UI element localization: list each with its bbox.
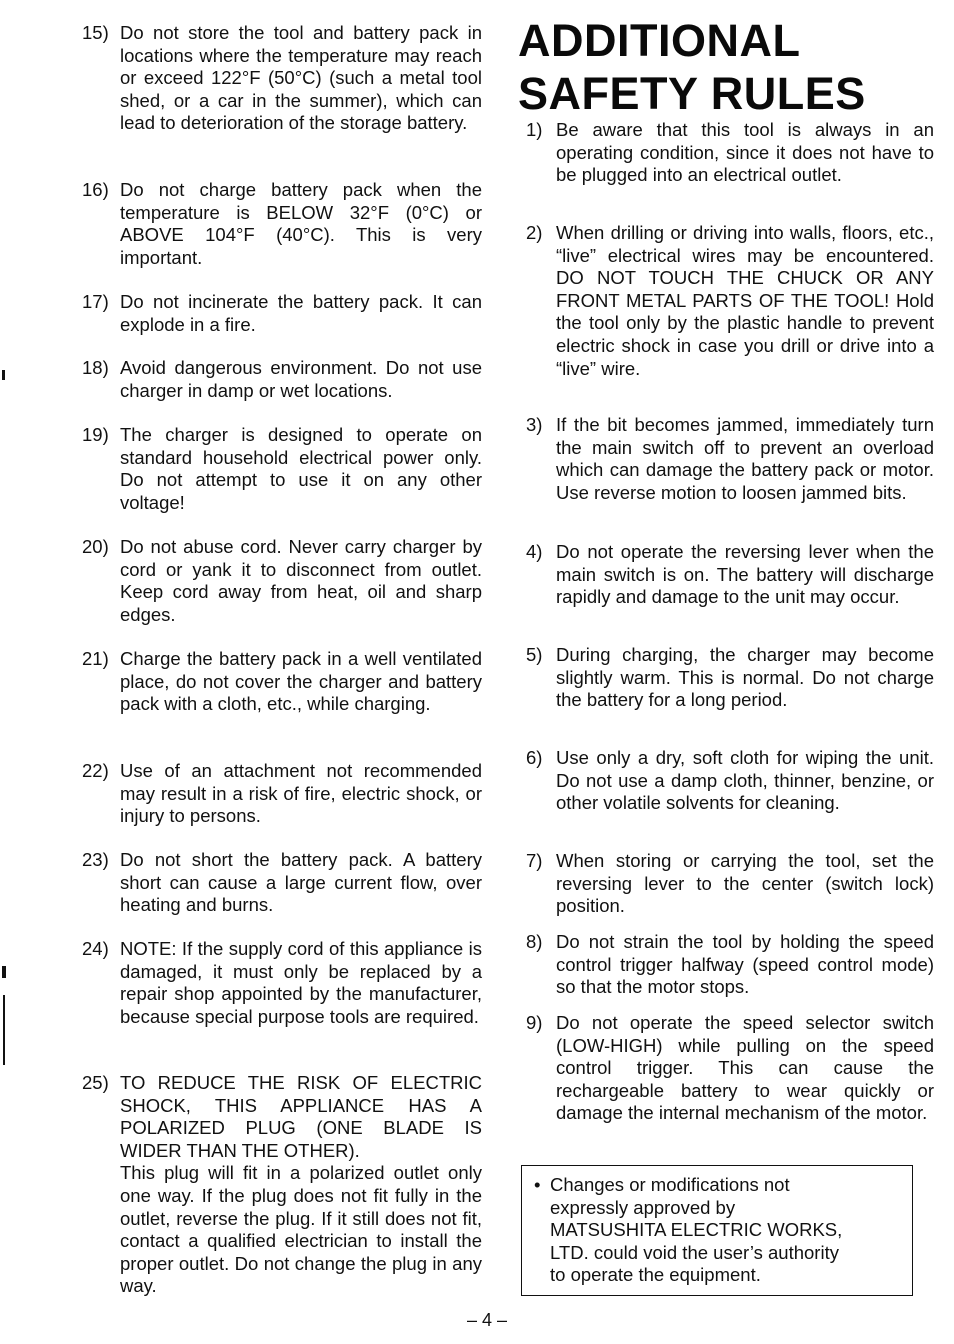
section-title: ADDITIONAL SAFETY RULES	[518, 15, 866, 119]
rule-number: 17)	[82, 291, 109, 312]
rule-15	[82, 22, 482, 135]
rule-20	[82, 536, 482, 626]
additional-rule-3	[526, 414, 934, 504]
page-number: – 4 –	[467, 1310, 508, 1330]
rule-text: The charger is designed to operate on standard household electrical power only. Do not attempt to use it on any other voltage!	[120, 424, 482, 513]
rule-text: Do not charge battery pack when the temperature is BELOW 32°F (0°C) or ABOVE 104°F (40°C). This is very important.	[120, 179, 482, 268]
additional-rule-9	[526, 1012, 934, 1125]
rule-text: Do not operate the reversing lever when the main switch is on. The battery will discharge rapidly and damage to the unit may occur.	[556, 541, 934, 608]
rule-number: 25)	[82, 1072, 109, 1093]
rule-number: 16)	[82, 179, 109, 200]
rule-number: 5)	[526, 644, 543, 665]
rule-text: TO REDUCE THE RISK OF ELECTRIC SHOCK, THIS APPLIANCE HAS A POLARIZED PLUG (ONE BLADE IS WIDER THAN THE OTHER). This plug will fit in a polarized outlet only one way. If the plug does not fit fully in the outlet, reverse the plug. If it still does not fit, contact a qualified electrician to install the proper outlet. Do not change the plug in any way.	[120, 1072, 482, 1297]
additional-rule-8	[526, 931, 934, 999]
rule-text: Avoid dangerous environment. Do not use charger in damp or wet locations.	[120, 357, 482, 401]
rule-number: 15)	[82, 22, 109, 43]
rule-text: Do not operate the speed selector switch (LOW-HIGH) while pulling on the speed control trigger. This can cause the rechargeable battery to wear quickly or damage the internal mechanism of the motor.	[556, 1012, 934, 1124]
rule-text: Do not store the tool and battery pack in locations where the temperature may reach or exceed 122°F (50°C) (such a metal tool shed, or a car in the summer), which can lead to deterioration of the storage battery.	[120, 22, 482, 134]
rule-22	[82, 760, 482, 828]
additional-rule-4	[526, 541, 934, 609]
scan-mark	[2, 966, 6, 978]
rule-text: NOTE: If the supply cord of this appliance is damaged, it must only be replaced by a repair shop appointed by the manufacturer, because special purpose tools are required.	[120, 938, 482, 1027]
rule-number: 22)	[82, 760, 109, 781]
rule-number: 8)	[526, 931, 543, 952]
rule-text: Charge the battery pack in a well ventilated place, do not cover the charger and battery pack with a cloth, etc., while charging.	[120, 648, 482, 715]
rule-24	[82, 938, 482, 1028]
rule-25	[82, 1072, 482, 1298]
additional-rule-5	[526, 644, 934, 712]
rule-number: 2)	[526, 222, 543, 243]
rule-text: When drilling or driving into walls, floors, etc., “live” electrical wires may be encountered. DO NOT TOUCH THE CHUCK OR ANY FRONT METAL PARTS OF THE TOOL! Hold the tool only by the plastic handle to prevent electric shock in case you drill or drive into a “live” wire.	[556, 222, 934, 379]
rule-19	[82, 424, 482, 514]
rule-number: 4)	[526, 541, 543, 562]
rule-number: 18)	[82, 357, 109, 378]
rule-text: When storing or carrying the tool, set the reversing lever to the center (switch lock) position.	[556, 850, 934, 917]
additional-rule-1	[526, 119, 934, 187]
rule-number: 21)	[82, 648, 109, 669]
rule-text: If the bit becomes jammed, immediately turn the main switch off to prevent an overload which can damage the battery pack or motor. Use reverse motion to loosen jammed bits.	[556, 414, 934, 503]
rule-text: Do not short the battery pack. A battery short can cause a large current flow, over heating and burns.	[120, 849, 482, 916]
rule-text: Be aware that this tool is always in an operating condition, since it does not have to be plugged into an electrical outlet.	[556, 119, 934, 186]
rule-text: Use only a dry, soft cloth for wiping the unit. Do not use a damp cloth, thinner, benzine, or other volatile solvents for cleaning.	[556, 747, 934, 814]
rule-number: 7)	[526, 850, 543, 871]
notice-box	[521, 1165, 913, 1296]
rule-number: 1)	[526, 119, 543, 140]
rule-number: 9)	[526, 1012, 543, 1033]
additional-rule-2	[526, 222, 934, 380]
rule-text: Do not abuse cord. Never carry charger by cord or yank it to disconnect from outlet. Keep cord away from heat, oil and sharp edges.	[120, 536, 482, 625]
notice-text: Changes or modifications not expressly approved by MATSUSHITA ELECTRIC WORKS, LTD. could void the user’s authority to operate the equipment.	[550, 1174, 843, 1286]
rule-number: 23)	[82, 849, 109, 870]
rule-16	[82, 179, 482, 269]
scan-mark	[2, 370, 5, 380]
rule-18	[82, 357, 482, 402]
rule-number: 20)	[82, 536, 109, 557]
rule-number: 6)	[526, 747, 543, 768]
rule-text: During charging, the charger may become slightly warm. This is normal. Do not charge the battery for a long period.	[556, 644, 934, 711]
rule-17	[82, 291, 482, 336]
rule-23	[82, 849, 482, 917]
additional-rule-7	[526, 850, 934, 918]
rule-21	[82, 648, 482, 716]
additional-rule-6	[526, 747, 934, 815]
rule-text: Use of an attachment not recommended may result in a risk of fire, electric shock, or injury to persons.	[120, 760, 482, 827]
scan-mark	[3, 995, 5, 1065]
rule-number: 3)	[526, 414, 543, 435]
bullet-icon: •	[534, 1174, 541, 1195]
rule-number: 19)	[82, 424, 109, 445]
rule-text: Do not incinerate the battery pack. It can explode in a fire.	[120, 291, 482, 335]
rule-number: 24)	[82, 938, 109, 959]
rule-text: Do not strain the tool by holding the speed control trigger halfway (speed control mode) so that the motor stops.	[556, 931, 934, 998]
